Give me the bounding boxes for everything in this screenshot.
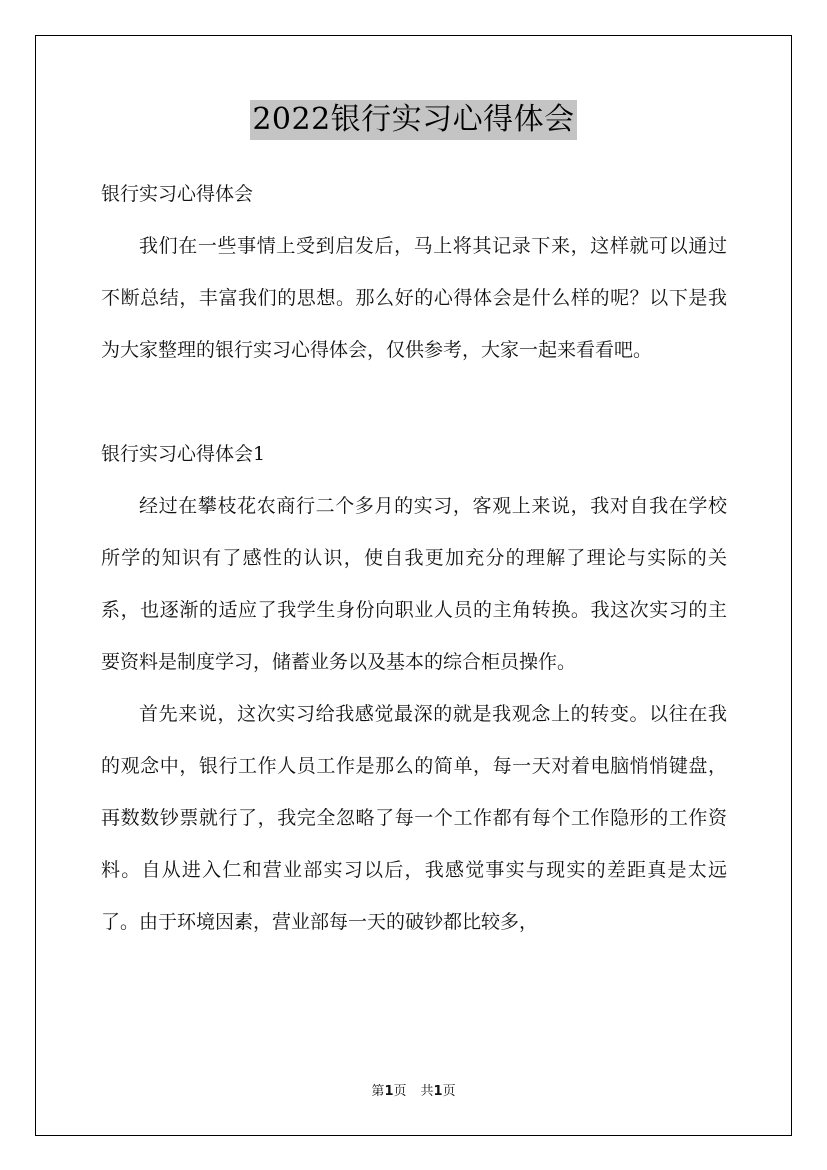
document-body bbox=[101, 168, 727, 948]
page-unit: 页 bbox=[393, 1084, 407, 1099]
page-footer bbox=[0, 1084, 827, 1100]
title-container bbox=[0, 100, 827, 140]
section1-paragraph-1: 经过在攀枝花农商行二个多月的实习，客观上来说，我对自我在学校所学的知识有了感性的认识，使自我更加充分的理解了理论与实际的关系，也逐渐的适应了我学生身份向职业人员的主角转换。我这次实习的主要资料是制度学习，储蓄业务以及基本的综合柜员操作。 bbox=[101, 495, 727, 673]
section1-paragraph-2: 首先来说，这次实习给我感觉最深的就是我观念上的转变。以往在我的观念中，银行工作人员工作是那么的简单，每一天对着电脑悄悄键盘，再数数钞票就行了，我完全忽略了每一个工作都有每个工作隐形的工作资料。自从进入仁和营业部实习以后，我感觉事实与现实的差距真是太远了。由于环境因素，营业部每一天的破钞都比较多， bbox=[101, 703, 727, 933]
total-prefix: 共 bbox=[420, 1084, 434, 1099]
page-current: 1 bbox=[384, 1084, 394, 1099]
intro-paragraph: 我们在一些事情上受到启发后，马上将其记录下来，这样就可以通过不断总结，丰富我们的思想。那么好的心得体会是什么样的呢？以下是我为大家整理的银行实习心得体会，仅供参考，大家一起来看看吧。 bbox=[101, 235, 727, 361]
page-prefix: 第 bbox=[371, 1084, 385, 1099]
total-unit: 页 bbox=[442, 1084, 456, 1099]
document-title: 2022银行实习心得体会 bbox=[250, 100, 576, 140]
intro-heading: 银行实习心得体会 bbox=[101, 183, 254, 205]
section-heading-1: 银行实习心得体会1 bbox=[101, 443, 266, 465]
total-pages: 1 bbox=[433, 1084, 443, 1099]
